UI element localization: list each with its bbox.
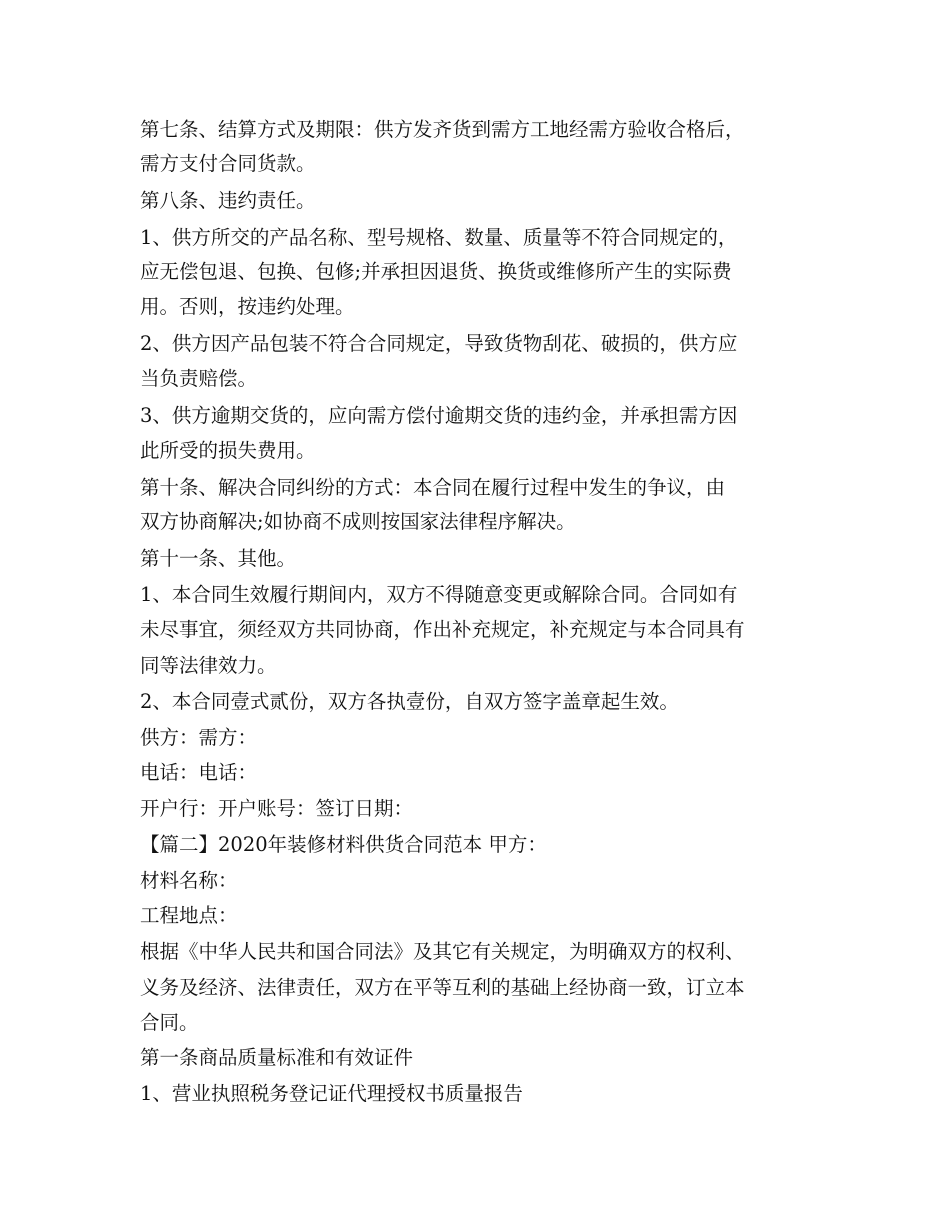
text-line: 【篇二】2020年装修材料供货合同范本 甲方： xyxy=(140,833,547,856)
text-line: 需方支付合同货款。 xyxy=(140,152,316,175)
text-line: 1、本合同生效履行期间内，双方不得随意变更或解除合同。合同如有 xyxy=(140,583,738,606)
text-line: 当负责赔偿。 xyxy=(140,367,258,390)
text-line: 第十条、解决合同纠纷的方式：本合同在履行过程中发生的争议，由 xyxy=(140,476,726,499)
text-line: 2、供方因产品包装不符合合同规定，导致货物刮花、破损的，供方应 xyxy=(140,332,738,355)
text-line: 根据《中华人民共和国合同法》及其它有关规定，为明确双方的权利、 xyxy=(140,940,745,963)
text-line: 开户行：开户账号：签订日期： xyxy=(140,797,414,820)
text-line: 第八条、违约责任。 xyxy=(140,189,316,212)
text-line: 材料名称： xyxy=(140,869,238,892)
text-line: 第十一条、其他。 xyxy=(140,547,297,570)
text-line: 3、供方逾期交货的，应向需方偿付逾期交货的违约金，并承担需方因 xyxy=(140,404,738,427)
text-line: 工程地点： xyxy=(140,904,238,927)
text-line: 双方协商解决;如协商不成则按国家法律程序解决。 xyxy=(140,510,576,533)
text-line: 电话：电话： xyxy=(140,761,258,784)
text-line: 1、营业执照税务登记证代理授权书质量报告 xyxy=(140,1082,523,1105)
text-line: 合同。 xyxy=(140,1011,199,1034)
text-line: 同等法律效力。 xyxy=(140,654,277,677)
text-line: 第七条、结算方式及期限：供方发齐货到需方工地经需方验收合格后， xyxy=(140,118,745,141)
text-line: 此所受的损失费用。 xyxy=(140,439,316,462)
text-line: 应无偿包退、包换、包修;并承担因退货、换货或维修所产生的实际费 xyxy=(140,260,732,283)
text-line: 用。否则，按违约处理。 xyxy=(140,295,355,318)
text-line: 1、供方所交的产品名称、型号规格、数量、质量等不符合同规定的， xyxy=(140,226,738,249)
text-line: 2、本合同壹式贰份，双方各执壹份，自双方签字盖章起生效。 xyxy=(140,690,679,713)
text-line: 第一条商品质量标准和有效证件 xyxy=(140,1046,414,1069)
text-line: 义务及经济、法律责任，双方在平等互利的基础上经协商一致，订立本 xyxy=(140,976,745,999)
text-line: 供方：需方： xyxy=(140,726,258,749)
text-line: 未尽事宜，须经双方共同协商，作出补充规定，补充规定与本合同具有 xyxy=(140,618,745,641)
